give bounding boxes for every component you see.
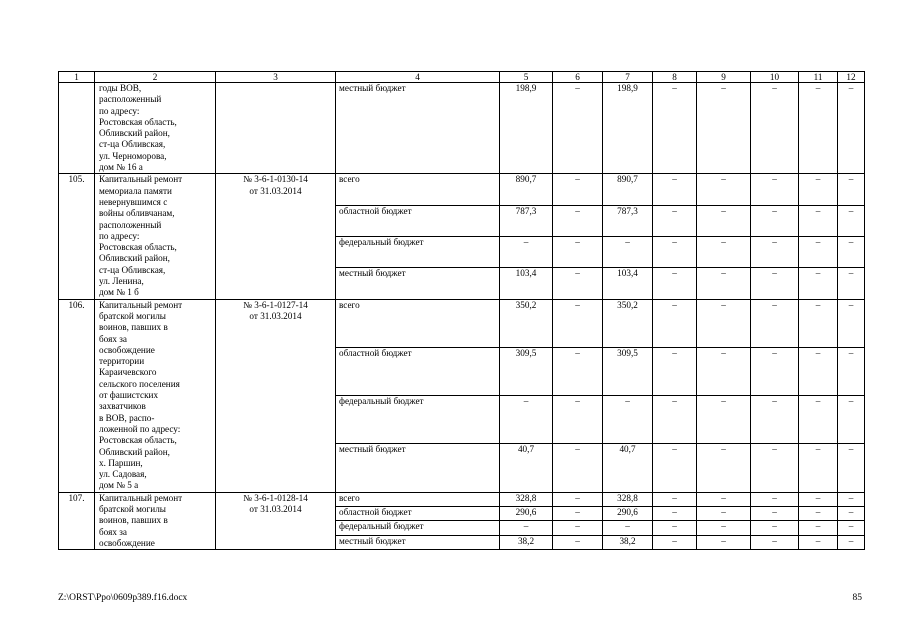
object-description	[95, 83, 216, 174]
value-cell: –	[838, 535, 865, 549]
value-cell: –	[697, 83, 751, 174]
document-line: от 31.03.2014	[249, 185, 302, 196]
document-line: от 31.03.2014	[249, 310, 302, 321]
description-line: х. Паршин,	[99, 457, 143, 468]
description-line: ст-ца Обливская,	[99, 264, 166, 275]
value-cell: 328,8	[500, 492, 553, 506]
description-line: годы ВОВ,	[99, 83, 142, 93]
document-reference	[216, 492, 336, 549]
funding-source: местный бюджет	[336, 83, 500, 174]
value-cell: –	[697, 396, 751, 444]
table-row	[59, 83, 865, 174]
value-cell: –	[553, 174, 603, 205]
description-line: Ростовская область,	[99, 435, 177, 446]
value-cell: –	[799, 268, 838, 299]
value-cell: –	[838, 507, 865, 521]
column-header: 2	[95, 72, 216, 83]
description-line: боях за	[99, 526, 127, 537]
value-cell: –	[751, 507, 799, 521]
description-line: воинов, павших в	[99, 515, 168, 526]
funding-source: федеральный бюджет	[336, 396, 500, 444]
table-row	[59, 492, 865, 506]
value-cell: –	[838, 444, 865, 492]
column-header: 8	[653, 72, 697, 83]
value-cell: 103,4	[603, 268, 653, 299]
funding-source: местный бюджет	[336, 535, 500, 549]
value-cell: –	[553, 507, 603, 521]
value-cell: 350,2	[603, 299, 653, 347]
value-cell: –	[653, 83, 697, 174]
description-line: Капитальный ремонт	[99, 492, 183, 503]
description-line: освобождение	[99, 344, 155, 355]
description-line: невернувшимся с	[99, 196, 168, 207]
value-cell: –	[751, 444, 799, 492]
value-cell: –	[838, 299, 865, 347]
value-cell: –	[697, 535, 751, 549]
value-cell: –	[697, 492, 751, 506]
funding-source: федеральный бюджет	[336, 237, 500, 268]
funding-source: областной бюджет	[336, 347, 500, 395]
value-cell: –	[553, 237, 603, 268]
value-cell: –	[553, 535, 603, 549]
budget-table	[58, 71, 865, 550]
value-cell: 198,9	[603, 83, 653, 174]
description-line: Караичевского	[99, 367, 157, 378]
funding-source: всего	[336, 492, 500, 506]
value-cell: –	[500, 396, 553, 444]
value-cell: –	[838, 83, 865, 174]
description-line: Обливский район,	[99, 253, 170, 264]
item-number	[59, 83, 95, 174]
description-line: войны обливчанам,	[99, 208, 175, 219]
value-cell: –	[751, 268, 799, 299]
value-cell: –	[553, 205, 603, 236]
funding-source: всего	[336, 174, 500, 205]
value-cell: –	[838, 174, 865, 205]
value-cell: –	[799, 237, 838, 268]
value-cell: –	[799, 205, 838, 236]
value-cell: –	[799, 507, 838, 521]
description-line: освобождение	[99, 537, 155, 548]
value-cell: 40,7	[500, 444, 553, 492]
funding-source: областной бюджет	[336, 205, 500, 236]
description-line: ул. Черноморова,	[99, 150, 167, 161]
value-cell: –	[799, 492, 838, 506]
table-body	[59, 83, 865, 550]
value-cell: –	[553, 444, 603, 492]
description-line: захватчиков	[99, 401, 146, 412]
value-cell: –	[838, 205, 865, 236]
value-cell: –	[799, 521, 838, 535]
value-cell: –	[653, 535, 697, 549]
header-row	[59, 72, 865, 83]
funding-source: местный бюджет	[336, 444, 500, 492]
value-cell: 328,8	[603, 492, 653, 506]
funding-source: областной бюджет	[336, 507, 500, 521]
value-cell: –	[653, 347, 697, 395]
description-line: мемориала памяти	[99, 185, 172, 196]
description-line: Ростовская область,	[99, 242, 177, 253]
value-cell: –	[553, 521, 603, 535]
value-cell: –	[553, 347, 603, 395]
description-line: от фашистских	[99, 390, 159, 401]
document-line: от 31.03.2014	[249, 503, 302, 514]
value-cell: –	[697, 444, 751, 492]
value-cell: –	[751, 237, 799, 268]
item-number: 107.	[59, 492, 95, 549]
funding-source: всего	[336, 299, 500, 347]
description-line: Капитальный ремонт	[99, 299, 183, 310]
description-line: дом № 5 а	[99, 480, 139, 491]
value-cell: 787,3	[603, 205, 653, 236]
document-reference	[216, 83, 336, 174]
value-cell: –	[697, 268, 751, 299]
value-cell: –	[799, 396, 838, 444]
funding-source: местный бюджет	[336, 268, 500, 299]
value-cell: –	[697, 507, 751, 521]
column-header: 5	[500, 72, 553, 83]
value-cell: –	[751, 299, 799, 347]
object-description	[95, 299, 216, 492]
column-header: 11	[799, 72, 838, 83]
value-cell: –	[838, 521, 865, 535]
value-cell: 198,9	[500, 83, 553, 174]
value-cell: –	[838, 268, 865, 299]
description-line: ул. Садовая,	[99, 469, 147, 480]
column-header: 4	[336, 72, 500, 83]
value-cell: –	[653, 492, 697, 506]
value-cell: –	[653, 507, 697, 521]
value-cell: –	[697, 521, 751, 535]
document-reference	[216, 174, 336, 299]
value-cell: –	[799, 535, 838, 549]
description-line: ул. Ленина,	[99, 276, 144, 287]
value-cell: –	[603, 396, 653, 444]
value-cell: –	[697, 205, 751, 236]
value-cell: –	[653, 205, 697, 236]
value-cell: 38,2	[500, 535, 553, 549]
value-cell: –	[553, 396, 603, 444]
column-header: 12	[838, 72, 865, 83]
document-line: № 3-6-1-0127-14	[243, 299, 308, 310]
value-cell: –	[653, 237, 697, 268]
value-cell: –	[751, 396, 799, 444]
value-cell: –	[653, 396, 697, 444]
value-cell: –	[500, 521, 553, 535]
description-line: братской могилы	[99, 503, 166, 514]
value-cell: –	[751, 347, 799, 395]
value-cell: –	[653, 521, 697, 535]
description-line: ложенной по адресу:	[99, 423, 181, 434]
description-line: в ВОВ, распо-	[99, 412, 155, 423]
value-cell: –	[653, 444, 697, 492]
description-line: Ростовская область,	[99, 116, 177, 127]
value-cell: –	[553, 268, 603, 299]
value-cell: –	[838, 396, 865, 444]
value-cell: –	[697, 299, 751, 347]
column-header: 6	[553, 72, 603, 83]
description-line: ст-ца Обливская,	[99, 139, 166, 150]
description-line: расположенный	[99, 219, 162, 230]
footer-file-path: Z:\ORST\Ppo\0609p389.f16.docx	[58, 593, 188, 603]
value-cell: –	[751, 492, 799, 506]
value-cell: –	[603, 237, 653, 268]
document-reference	[216, 299, 336, 492]
value-cell: 787,3	[500, 205, 553, 236]
value-cell: –	[653, 268, 697, 299]
description-line: Обливский район,	[99, 128, 170, 139]
document-line: № 3-6-1-0128-14	[243, 492, 308, 503]
item-number: 106.	[59, 299, 95, 492]
description-line: воинов, павших в	[99, 322, 168, 333]
value-cell: 103,4	[500, 268, 553, 299]
value-cell: –	[553, 83, 603, 174]
value-cell: –	[697, 347, 751, 395]
funding-source: федеральный бюджет	[336, 521, 500, 535]
table-row	[59, 174, 865, 205]
value-cell: –	[751, 83, 799, 174]
description-line: территории	[99, 356, 145, 367]
value-cell: –	[799, 347, 838, 395]
column-header: 1	[59, 72, 95, 83]
value-cell: –	[838, 347, 865, 395]
value-cell: –	[751, 205, 799, 236]
item-number: 105.	[59, 174, 95, 299]
value-cell: –	[751, 174, 799, 205]
value-cell: 890,7	[500, 174, 553, 205]
footer-page-number: 85	[852, 593, 862, 603]
value-cell: 40,7	[603, 444, 653, 492]
value-cell: 38,2	[603, 535, 653, 549]
column-header: 9	[697, 72, 751, 83]
value-cell: –	[553, 492, 603, 506]
document-line: № 3-6-1-0130-14	[243, 174, 308, 185]
value-cell: –	[751, 535, 799, 549]
description-line: Капитальный ремонт	[99, 174, 183, 185]
value-cell: –	[653, 174, 697, 205]
column-header: 7	[603, 72, 653, 83]
object-description	[95, 492, 216, 549]
object-description	[95, 174, 216, 299]
value-cell: –	[751, 521, 799, 535]
value-cell: –	[838, 237, 865, 268]
value-cell: –	[697, 174, 751, 205]
value-cell: –	[838, 492, 865, 506]
value-cell: 290,6	[603, 507, 653, 521]
value-cell: –	[799, 299, 838, 347]
column-header: 3	[216, 72, 336, 83]
description-line: дом № 16 а	[99, 162, 143, 173]
value-cell: –	[799, 83, 838, 174]
value-cell: –	[697, 237, 751, 268]
value-cell: 290,6	[500, 507, 553, 521]
value-cell: –	[603, 521, 653, 535]
column-header: 10	[751, 72, 799, 83]
value-cell: –	[653, 299, 697, 347]
description-line: дом № 1 б	[99, 287, 139, 298]
description-line: по адресу:	[99, 230, 140, 241]
description-line: сельского поселения	[99, 378, 180, 389]
value-cell: 309,5	[500, 347, 553, 395]
value-cell: –	[553, 299, 603, 347]
value-cell: –	[799, 444, 838, 492]
description-line: расположенный	[99, 94, 162, 105]
value-cell: 890,7	[603, 174, 653, 205]
description-line: братской могилы	[99, 310, 166, 321]
value-cell: 309,5	[603, 347, 653, 395]
value-cell: –	[799, 174, 838, 205]
value-cell: –	[500, 237, 553, 268]
description-line: Обливский район,	[99, 446, 170, 457]
description-line: боях за	[99, 333, 127, 344]
table-row	[59, 299, 865, 347]
description-line: по адресу:	[99, 105, 140, 116]
value-cell: 350,2	[500, 299, 553, 347]
